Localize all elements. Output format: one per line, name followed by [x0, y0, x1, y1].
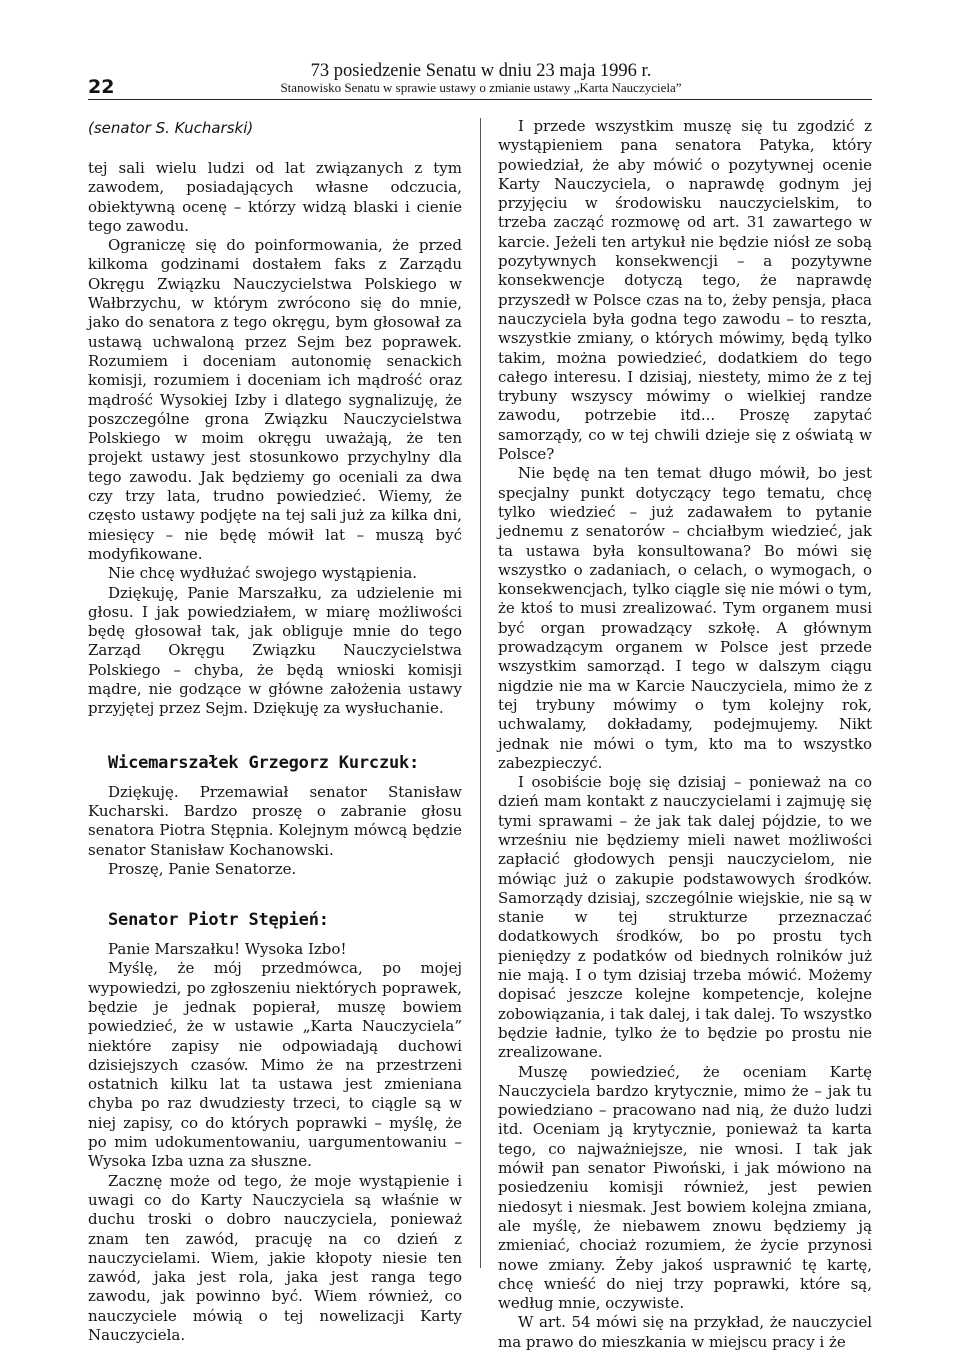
paragraph: tej sali wielu ludzi od lat związanych z tym zawodem, posiadających własne odczucia, obiektywną ocenę – którzy widzą blaski i cienie tego zawodu. [88, 159, 462, 235]
speaker-heading: Wicemarszałek Grzegorz Kurczuk: [108, 752, 420, 773]
paragraph: Ograniczę się do poinformowania, że przed kilkoma godzinami dostałem faks z Zarządu Okręgu Związku Nauczycielstwa Polskiego w Wałbrzychu, w którym zwrócono się do mnie, jako do senatora z tego okręgu, bym głosował za ustawą uchwaloną przez Sejm bez poprawek. Rozumiem i doceniam autonomię senackich komisji, rozumiem i doceniam ich mądrość oraz mądrość Wysokiej Izby i dlatego sygnalizuję, że poszczególne grona Związku Nauczycielstwa Polskiego w moim okręgu uważają, że ten projekt ustawy jest stosunkowo przychylny dla tego zawodu. Jak będziemy go oceniali za dwa czy trzy lata, trudno powiedzieć. Wiemy, że często ustawy podjęte na tej sali już za kilka dni, miesięcy – nie będę mówił lat – muszą być modyfikowane. [88, 236, 462, 563]
left-column [88, 117, 462, 1345]
column-divider [480, 118, 481, 1268]
paragraph: Panie Marszałku! Wysoka Izbo! [108, 940, 347, 959]
paragraph: Dziękuję, Panie Marszałku, za udzielenie mi głosu. I jak powiedziałem, w miarę możliwości będę głosował tak, jak obliguje mnie do tego Zarząd Okręgu Związku Nauczycielstwa Polskiego – chyba, że będą wnioski komisji mądre, nie godzące w główne założenia ustawy przyjętej przez Sejm. Dziękuję za wysłuchanie. [88, 583, 462, 718]
header-rule [88, 99, 872, 100]
speaker-heading: Senator Piotr Stępień: [108, 910, 329, 931]
paragraph: I przede wszystkim muszę się tu zgodzić z wystąpieniem pana senatora Patyka, który powiedział, że aby mówić o pozytywnej ocenie Karty Nauczyciela, o naprawdę godnym jej przyjęciu w środowisku nauczycielskim, to trzeba zacząć rozmowę od art. 31 zawartego w karcie. Jeżeli ten artykuł nie będzie niósł ze sobą pozytywnych konsekwencji – a pozytywne konsekwencje dotyczą tego, że naprawdę przyszedł w Polsce czas na to, żeby pensja, płaca nauczyciela była godna tego zawodu – to reszta, wszystkie zmiany, o których mówimy, będą tylko takim, można powiedzieć, dodatkiem do tego całego interesu. I dzisiaj, niestety, mimo że z tej trybuny wszyscy mówimy o wielkiej randze zawodu, potrzebie itd... Proszę zapytać samorządy, co w tej chwili dzieje się z oświatą w Polsce? [498, 117, 872, 464]
paragraph: W art. 54 mówi się na przykład, że nauczyciel ma prawo do mieszkania w miejscu pracy i że [498, 1313, 872, 1351]
running-header-subtitle: Stanowisko Senatu w sprawie ustawy o zmianie ustawy „Karta Nauczyciela” [280, 80, 682, 95]
paragraph: Nie będę na ten temat długo mówił, bo jest specjalny punkt dotyczący tego tematu, chcę tylko wiedzieć – już zadawałem to pytanie jednemu z senatorów – chciałbym wiedzieć, jak ta ustawa była konsultowana? Bo mówi się wszystko o zadaniach, o celach, o wymogach, o konsekwencjach, tylko ciągle się nie mówi o tym, że ktoś to musi zrealizować. Tym organem musi być organ prowadzący szkołę. A głównym prowadzącym organem w Polsce jest przede wszystkim samorząd. I tego w dalszym ciągu nigdzie nie ma w Karcie Nauczyciela, mimo że z tej trybuny mówimy o tym kolejny rok, uchwalamy, dokładamy, podejmujemy. Nikt jednak nie mówi o tym, kto ma to wszystko zabezpieczyć. [498, 464, 872, 772]
paragraph: I osobiście boję się dzisiaj – ponieważ na co dzień mam kontakt z nauczycielami i zajmuję się tymi sprawami – że jak tak dalej pójdzie, to we wrześniu nie będziemy mieli nawet możliwości zapłacić głodowych pensji nauczycielom, nie mówiąc już o zakupie podstawowych środków. Samorządy dzisiaj, szczególnie wiejskie, nie są w stanie w tej strukturze przeznaczać dodatkowych środków, bo po prostu tych pieniędzy z podatków od biednych rolników już nie mają. I o tym dzisiaj trzeba mówić. Możemy dopisać jeszcze kolejne kompetencje, kolejne zobowiązania, i tak dalej, i tak dalej. To wszystko będzie ładnie, tylko że to będzie po prostu nie zrealizowane. [498, 773, 872, 1062]
paragraph: Nie chcę wydłużać swojego wystąpienia. [108, 564, 418, 583]
page-number: 22 [88, 76, 115, 98]
paragraph: Dziękuję. Przemawiał senator Stanisław Kucharski. Bardzo proszę o zabranie głosu senatora Piotra Stępnia. Kolejnym mówcą będzie senator Stanisław Kochanowski. [88, 782, 462, 859]
paragraph: Zacznę może od tego, że moje wystąpienie i uwagi co do Karty Nauczyciela są właśnie w duchu troski o dobro nauczyciela, ponieważ znam ten zawód, pracuję na co dzień z nauczycielami. Wiem, jakie kłopoty niesie ten zawód, jaka jest rola, jaka jest ranga tego zawodu, jak powinno być. Wiem również, co nauczyciele mówią o tej nowelizacji Karty Nauczyciela. [88, 1171, 462, 1345]
paragraph: Proszę, Panie Senatorze. [108, 859, 297, 878]
right-column [498, 117, 872, 1352]
running-header-title: 73 posiedzenie Senatu w dniu 23 maja 1996 r. [310, 61, 652, 81]
paragraph: Myślę, że mój przedmówca, po mojej wypowiedzi, po zgłoszeniu niektórych poprawek, będzie je jednak popierał, muszę bowiem powiedzieć, że w ustawie „Karta Nauczyciela” niektóre zapisy nie odpowiadają duchowi dzisiejszych czasów. Mimo że na przestrzeni ostatnich kilku lat ta ustawa jest zmieniana chyba po raz dwudziesty trzeci, to ciągle są w niej zapisy, co do których poprawki – myślę, że po mim udokumentowaniu, uargumentowaniu – Wysoka Izba uzna za słuszne. [88, 959, 462, 1171]
paragraph: Muszę powiedzieć, że oceniam Kartę Nauczyciela bardzo krytycznie, mimo że – jak tu powiedziano – pracowano nad nią, że dużo ludzi itd. Oceniam ją krytycznie, ponieważ ta karta tego, co najważniejsze, nie wnosi. I tak jak mówił pan senator Piwoński, i jak mówiono na posiedzeniu komisji również, jest pewien niedosyt i niesmak. Jest bowiem kolejna zmiana, ale myślę, że niebawem znowu będziemy ją zmieniać, chociaż rozumiem, że życie przynosi nowe zmiany. Żeby jakoś usprawnić tę kartę, chcę wnieść do niej trzy poprawki, które są, według mnie, oczywiste. [498, 1062, 872, 1313]
senator-reference: (senator S. Kucharski) [88, 119, 254, 137]
